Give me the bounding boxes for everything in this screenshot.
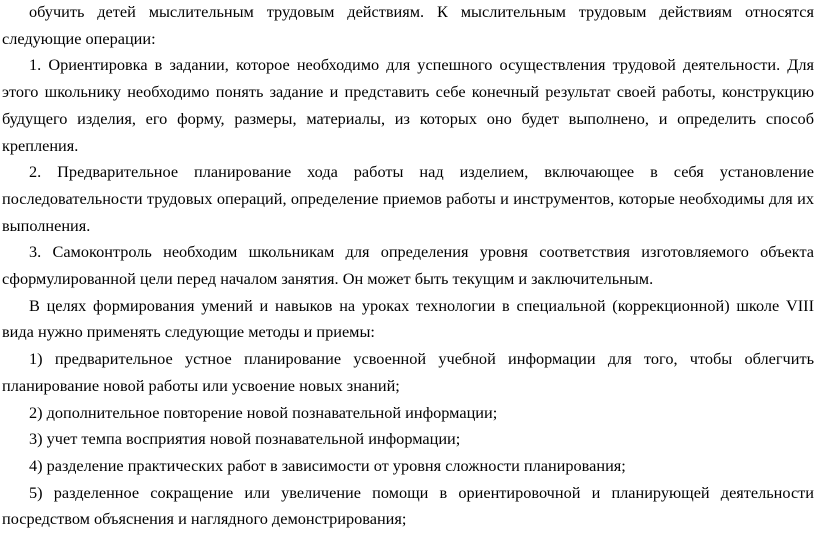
paragraph-intro-continuation: обучить детей мыслительным трудовым действиям. К мыслительным трудовым действиям относятся следующие операции: xyxy=(2,2,814,48)
paragraph-method-1: 1) предварительное устное планирование усвоенной учебной информации для того, чтобы облегчить планирование новой работы или усвоение новых знаний; xyxy=(2,349,814,395)
paragraph-method-4: 4) разделение практических работ в зависимости от уровня сложности планирования; xyxy=(29,455,626,475)
paragraph-item-self-control: 3. Самоконтроль необходим школьникам для определения уровня соответствия изготовляемого объекта сформулированной цели перед началом занятия. Он может быть текущим и заключительным. xyxy=(2,242,814,289)
paragraph-item-planning: 2. Предварительное планирование хода работы над изделием, включающее в себя установление последовательности трудовых операций, определение приемов работы и инструментов, которые необходимы для их выполнения. xyxy=(2,162,814,235)
paragraph-method-5: 5) разделенное сокращение или увеличение помощи в ориентировочной и планирующей деятельности посредством объяснения и наглядного демонстрирования; xyxy=(2,482,814,529)
paragraph-methods-intro: В целях формирования умений и навыков на уроках технологии в специальной (коррекционной) школе VIII вида нужно применять следующие методы и приемы: xyxy=(2,295,814,342)
paragraph-method-3: 3) учет темпа восприятия новой познавательной информации; xyxy=(29,429,461,449)
paragraph-method-2: 2) дополнительное повторение новой познавательной информации; xyxy=(29,402,498,422)
paragraph-item-orientation: 1. Ориентировка в задании, которое необходимо для успешного осуществления трудовой деятельности. Для этого школьнику необходимо понять задание и представить себе конечный результат своей работы, конструкцию будущего изделия, его форму, размеры, материалы, из которых оно будет выполнено, и определить способ крепления. xyxy=(2,55,814,155)
